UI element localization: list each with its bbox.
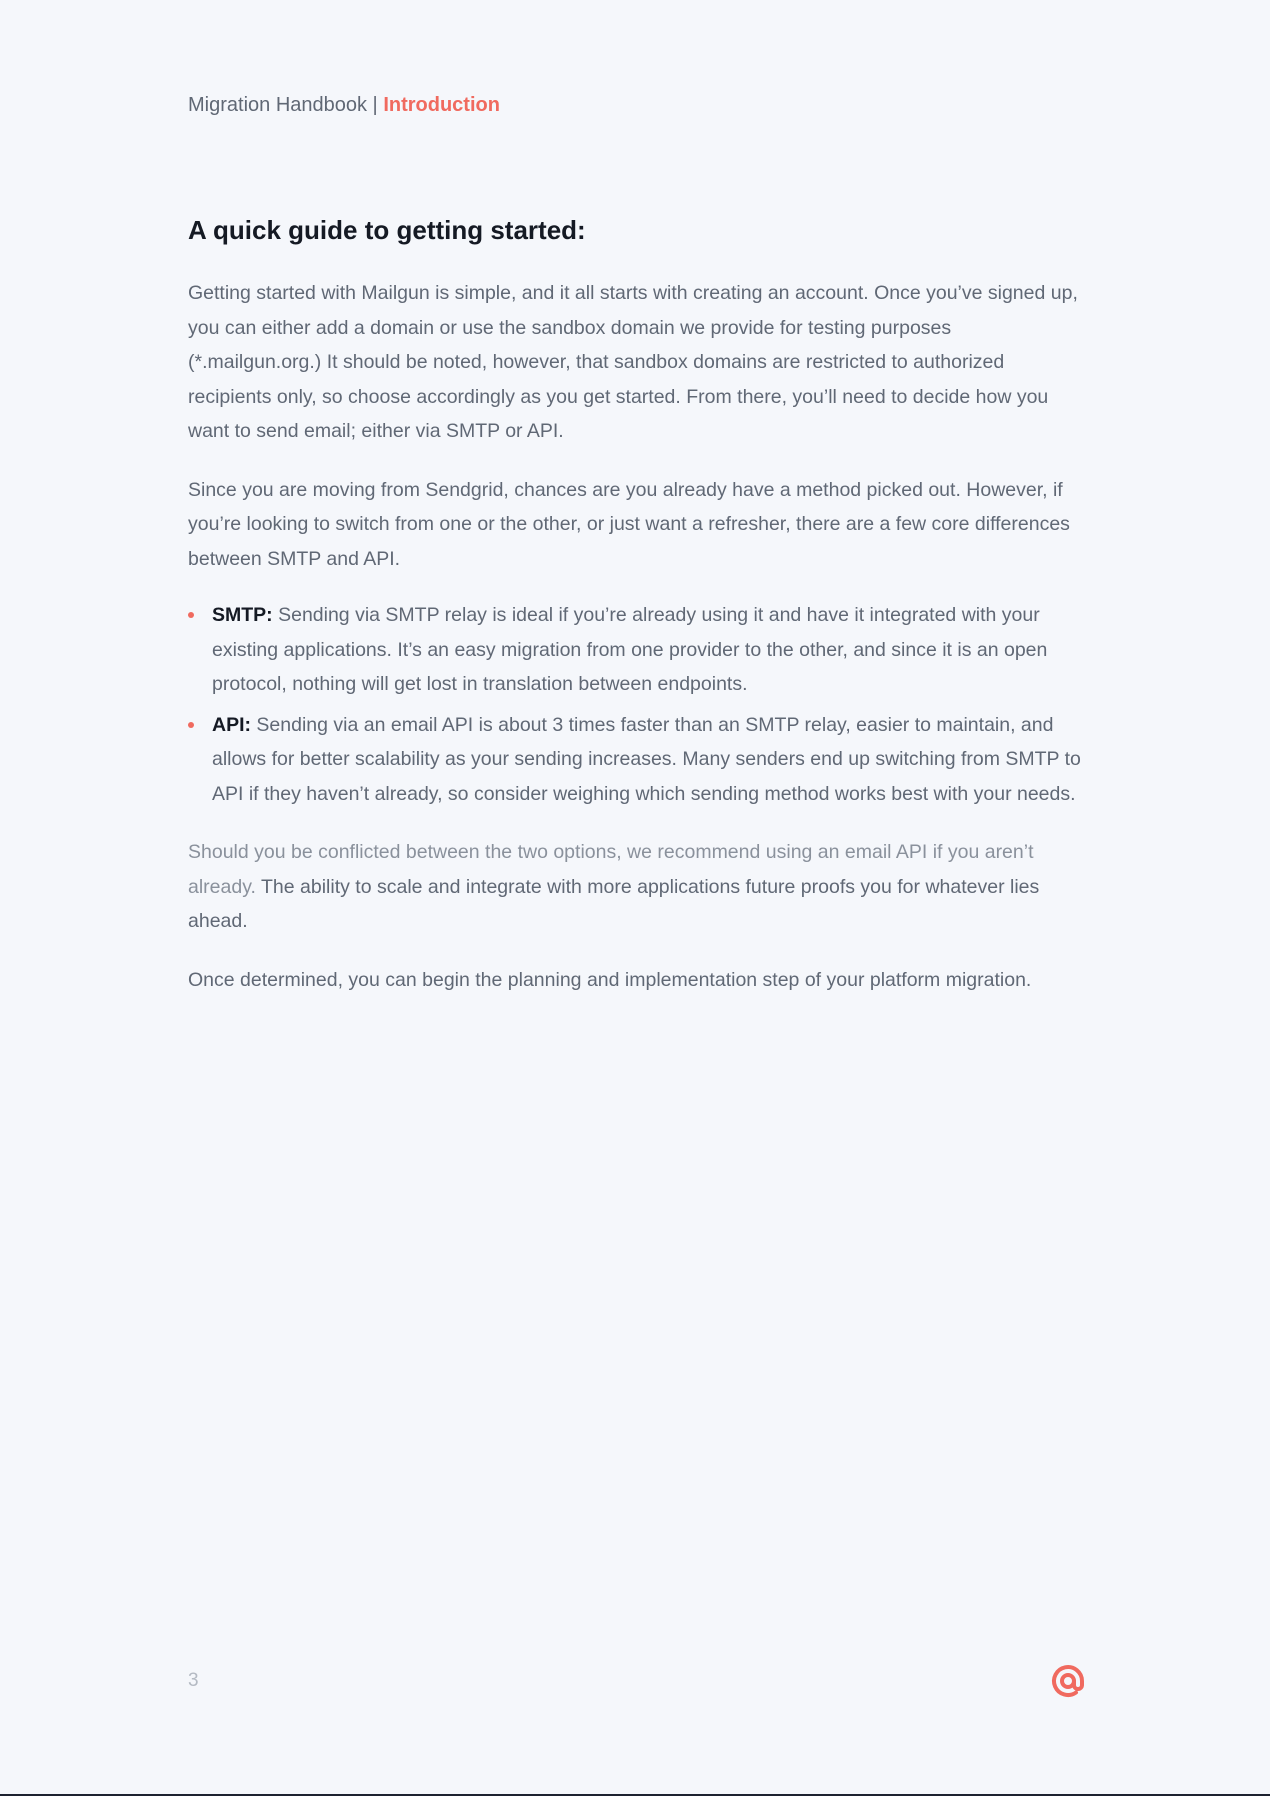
main-content — [188, 210, 1083, 1021]
page-heading: A quick guide to getting started: — [188, 215, 586, 245]
recommendation-paragraph — [188, 835, 1083, 939]
doc-title: Migration Handbook | — [188, 94, 384, 116]
list-item-smtp — [188, 598, 1083, 702]
sending-methods-list — [188, 598, 1083, 811]
bullet-text: Sending via an email API is about 3 times faster than an SMTP relay, easier to maintain, and allows for better scalability as your sending increases. Many senders end up switching from SMTP to API if they haven’t already, so consider weighing which sending method works best with your needs. — [212, 713, 1081, 805]
closing-paragraph: Once determined, you can begin the planning and implementation step of your platform migration. — [188, 968, 1032, 991]
bullet-icon — [188, 722, 194, 728]
recommendation-rest: The ability to scale and integrate with more applications future proofs you for whatever lies ahead. — [188, 875, 1040, 932]
bullet-term: API: — [212, 713, 251, 736]
page-number: 3 — [188, 1670, 199, 1691]
mailgun-at-logo-icon — [1048, 1661, 1088, 1701]
list-item-api — [188, 708, 1083, 812]
bullet-text: Sending via SMTP relay is ideal if you’re already using it and have it integrated with your existing applications. It’s an easy migration from one provider to the other, and since it is an open protocol, nothing will get lost in translation between endpoints. — [212, 604, 1048, 695]
intro-paragraph: Getting started with Mailgun is simple, and it all starts with creating an account. Once you’ve signed up, you can either add a domain or use the sandbox domain we provide for testing purposes (*.mailgun.org.) It should be noted, however, that sandbox domains are restricted to authorized recipients only, so choose accordingly as you get started. From there, you’ll need to decide how you want to send email; either via SMTP or API. — [188, 282, 1078, 442]
section-name: Introduction — [383, 94, 500, 116]
running-header — [188, 92, 500, 118]
recommendation-lead: Should you be conflicted between the two options, we recommend using an email API if you aren’t already. — [188, 841, 1034, 898]
bullet-icon — [188, 612, 194, 618]
bullet-term: SMTP: — [212, 604, 273, 626]
comparison-paragraph: Since you are moving from Sendgrid, chances are you already have a method picked out. However, if you’re looking to switch from one or the other, or just want a refresher, there are a few core differences between SMTP and API. — [188, 478, 1070, 570]
